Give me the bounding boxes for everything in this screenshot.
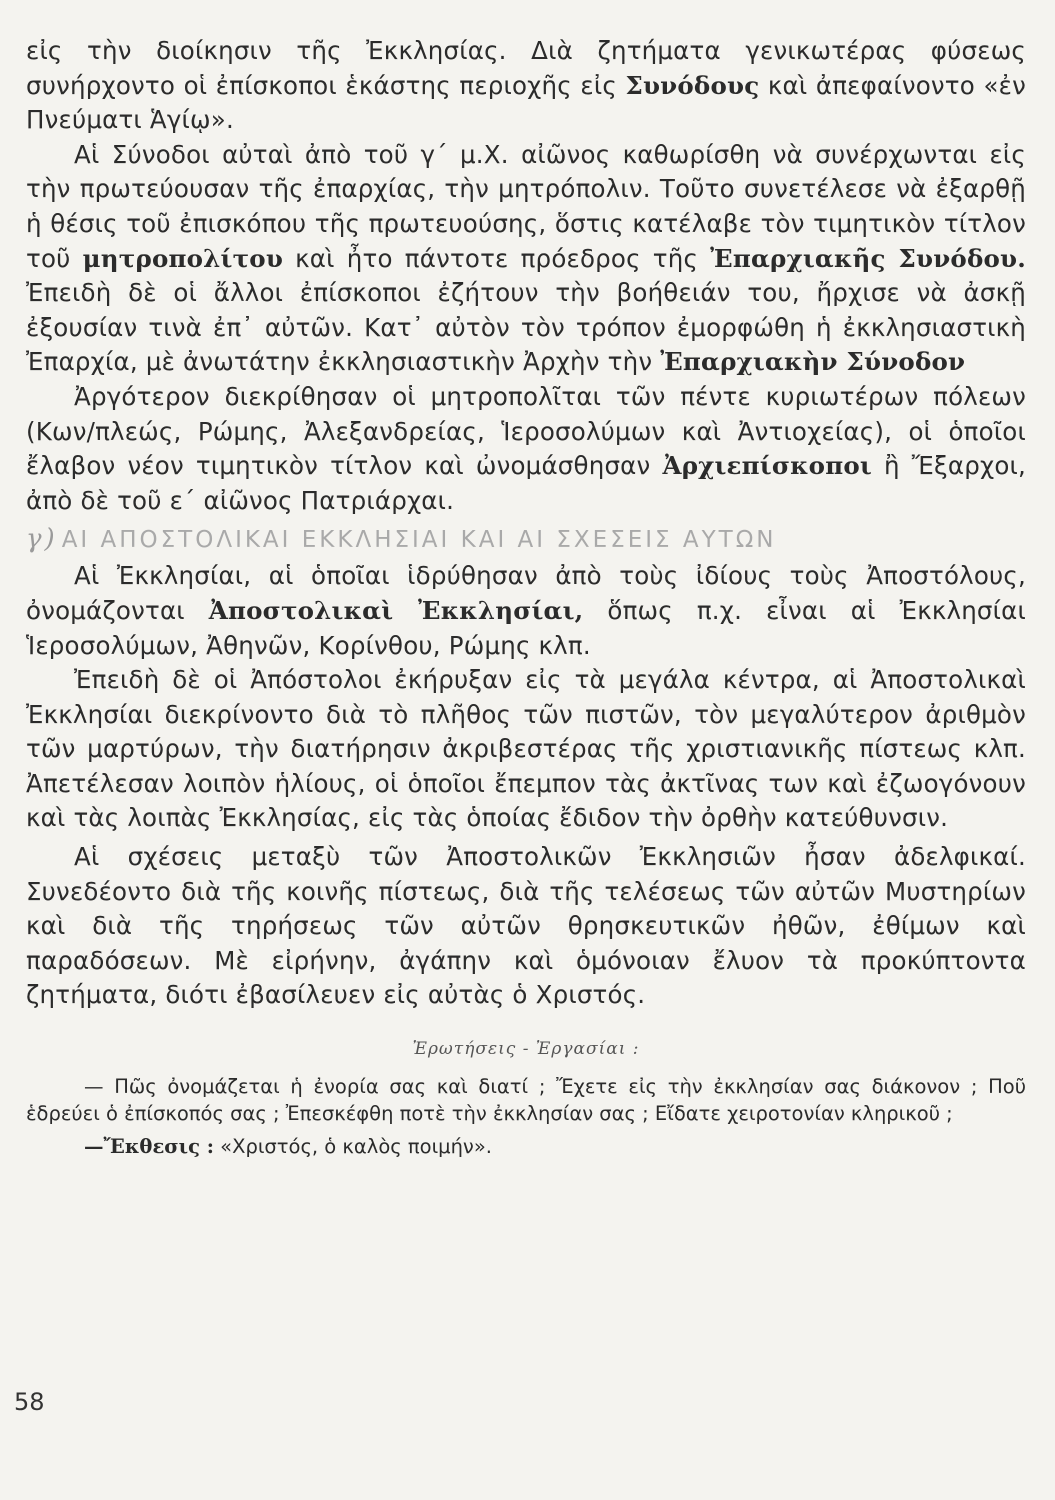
keyword-mitropolitou: μητροπολίτου <box>82 243 284 273</box>
keyword-apostolikai-ekklisiai: Ἀποστολικαὶ Ἐκκλησίαι, <box>208 595 584 625</box>
question-1: — Πῶς ὀνομάζεται ἡ ἐνορία σας καὶ διατί ; Ἔχετε εἰς τὴν ἐκκλησίαν σας διάκονον ; Ποῦ ἑδρεύει ὁ ἐπίσκοπός σας ; Ἐπεσκέφθη ποτὲ τὴν ἐκκλησίαν σας ; Εἴδατε χειροτονίαν κληρικοῦ ; <box>26 1075 1026 1126</box>
paragraph-3 <box>26 380 1026 518</box>
text: ὅπως π.χ. εἶναι αἱ Ἐκκλησίαι Ἱεροσολύμων, Ἀθηνῶν, Κορίνθου, Ρώμης κλπ. <box>26 595 1026 660</box>
keyword-eparchiakin-synodon: Ἐπαρχιακὴν Σύνοδον <box>660 347 966 377</box>
questions-title: Ἐρωτήσεις - Ἐργασίαι : <box>412 1039 640 1060</box>
page-number: 58 <box>14 1388 45 1416</box>
section-mark: γ) <box>26 524 58 555</box>
text: Ἀργότερον διεκρίθησαν οἱ μητροπολῖται τῶν πέντε κυριωτέρων πόλεων (Κων/πλεώς, Ρώμης, Ἀλεξανδρείας, Ἱεροσολύμων καὶ Ἀντιοχείας), οἱ ὁποῖοι ἔλαβον νέον τιμητικὸν τίτλον καὶ ὠνομάσθησαν <box>26 381 1026 481</box>
section-heading-text: ΑΙ ΑΠΟΣΤΟΛΙΚΑΙ ΕΚΚΛΗΣΙΑΙ ΚΑΙ ΑΙ ΣΧΕΣΕΙΣ ΑΥΤΩΝ <box>61 527 777 554</box>
paragraph-2 <box>26 138 1026 380</box>
page-body <box>26 34 1026 1160</box>
text: καὶ ἦτο πάντοτε πρόεδρος τῆς <box>283 243 711 273</box>
keyword-synodous: Συνόδους <box>625 70 760 100</box>
text: καὶ ἀπεφαίνοντο «ἐν Πνεύματι Ἁγίῳ». <box>26 70 1026 135</box>
paragraph-4 <box>26 559 1026 663</box>
essay-label: —Ἔκθεσις : <box>84 1135 214 1159</box>
text: Αἱ Ἐκκλησίαι, αἱ ὁποῖαι ἱδρύθησαν ἀπὸ τοὺς ἰδίους τοὺς Ἀποστόλους, ὀνομάζονται <box>26 561 1026 625</box>
keyword-eparchiakis-synodou: Ἐπαρχιακῆς Συνόδου. <box>710 243 1026 273</box>
text: Αἱ Σύνοδοι αὐταὶ ἀπὸ τοῦ γ΄ μ.Χ. αἰῶνος καθωρίσθη νὰ συνέρχωνται εἰς τὴν πρωτεύουσαν τῆς ἐπαρχίας, τὴν μητρόπολιν. Τοῦτο συνετέλεσε νὰ ἐξαρθῇ ἡ θέσις τοῦ ἐπισκόπου τῆς πρωτευούσης, ὅστις κατέλαβε τὸν τιμητικὸν τίτλον τοῦ <box>26 139 1026 273</box>
question-2 <box>26 1133 1026 1160</box>
essay-topic: «Χριστός, ὁ καλὸς ποιμήν». <box>213 1135 492 1159</box>
section-heading <box>26 522 1026 557</box>
text: εἰς τὴν διοίκησιν τῆς Ἐκκλησίας. Διὰ ζητήματα γενικωτέρας φύσεως συνήρχοντο οἱ ἐπίσκοποι ἑκάστης περιοχῆς εἰς <box>26 36 1026 100</box>
keyword-archiepiskopoi: Ἀρχιεπίσκοποι <box>662 451 872 481</box>
paragraph-5: Ἐπειδὴ δὲ οἱ Ἀπόστολοι ἐκήρυξαν εἰς τὰ μεγάλα κέντρα, αἱ Ἀποστολικαὶ Ἐκκλησίαι διεκρίνοντο διὰ τὸ πλῆθος τῶν πιστῶν, τὸν μεγαλύτερον ἀριθμὸν τῶν μαρτύρων, τὴν διατήρησιν ἀκριβεστέρας τῆς χριστιανικῆς πίστεως κλπ. Ἀπετέλεσαν λοιπὸν ἡλίους, οἱ ὁποῖοι ἔπεμπον τὰς ἀκτῖνας των καὶ ἐζωογόνουν καὶ τὰς λοιπὰς Ἐκκλησίας, εἰς τὰς ὁποίας ἔδιδον τὴν ὀρθὴν κατεύθυνσιν. <box>26 665 1026 833</box>
text: Ἐπειδὴ δὲ οἱ ἄλλοι ἐπίσκοποι ἐζήτουν τὴν βοήθειάν του, ἤρχισε νὰ ἀσκῇ ἐξουσίαν τινὰ ἐπ᾽ αὐτῶν. Κατ᾽ αὐτὸν τὸν τρόπον ἐμορφώθη ἡ ἐκκλησιαστικὴ Ἐπαρχία, μὲ ἀνωτάτην ἐκκλησιαστικὴν Ἀρχὴν τὴν <box>26 278 1026 377</box>
paragraph-6: Αἱ σχέσεις μεταξὺ τῶν Ἀποστολικῶν Ἐκκλησιῶν ἦσαν ἀδελφικαί. Συνεδέοντο διὰ τῆς κοινῆς πίστεως, διὰ τῆς τελέσεως τῶν αὐτῶν Μυστηρίων καὶ διὰ τῆς τηρήσεως τῶν αὐτῶν θρησκευτικῶν ἠθῶν, ἐθίμων καὶ παραδόσεων. Μὲ εἰρήνην, ἀγάπην καὶ ὁμόνοιαν ἔλυον τὰ προκύπτοντα ζητήματα, διότι ἐβασίλευεν εἰς αὐτὰς ὁ Χριστός. <box>26 842 1026 1010</box>
text: ἢ Ἔξαρχοι, ἀπὸ δὲ τοῦ ε΄ αἰῶνος Πατριάρχαι. <box>26 451 1026 515</box>
paragraph-1 <box>26 34 1026 138</box>
